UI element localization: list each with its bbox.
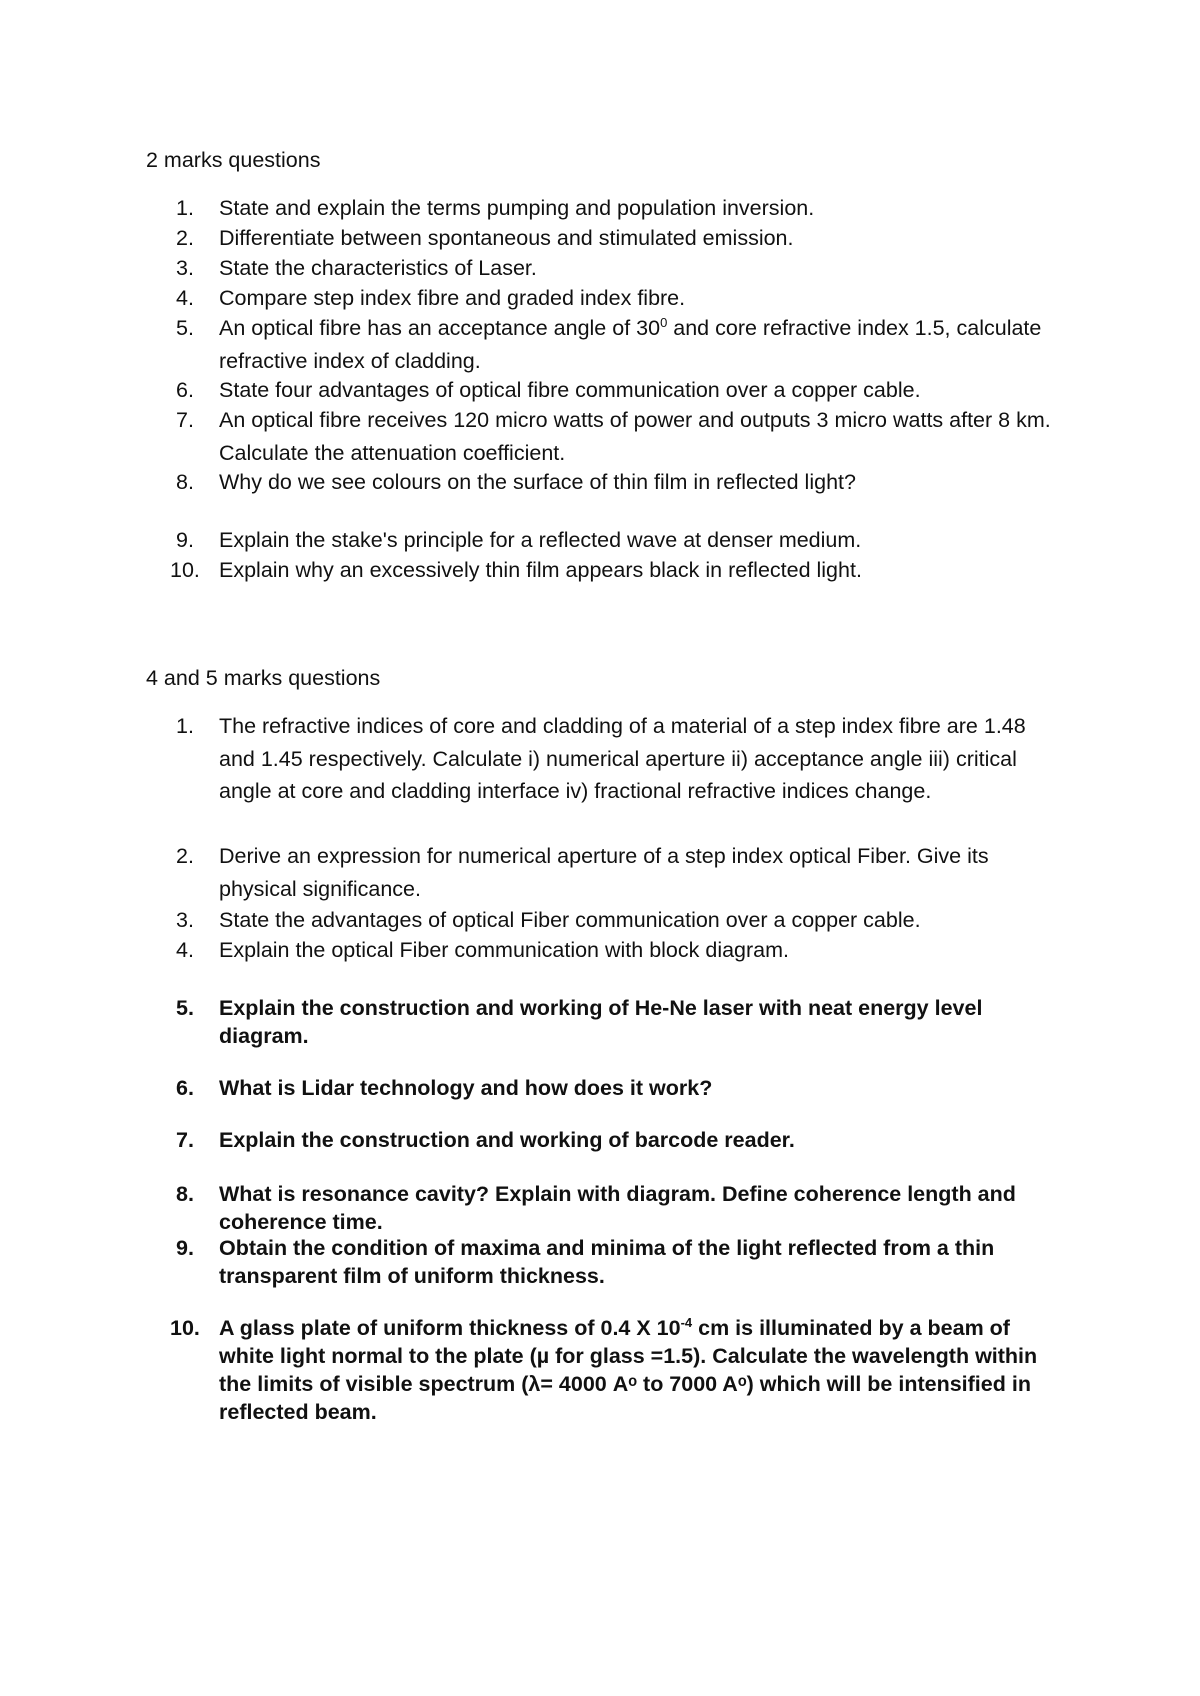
question-number: 4. bbox=[176, 286, 194, 310]
question-text-part: A glass plate of uniform thickness of 0.4 X 10 bbox=[219, 1316, 681, 1340]
question-text: An optical fibre receives 120 micro watts of power and outputs 3 micro watts after 8 km. Calculate the attenuation coefficient. bbox=[219, 408, 1051, 465]
question-text: Explain the construction and working of barcode reader. bbox=[219, 1128, 795, 1152]
question-text bbox=[219, 1314, 1056, 1426]
list-item bbox=[176, 524, 1076, 557]
question-number: 3. bbox=[176, 256, 194, 280]
question-number: 6. bbox=[176, 1076, 194, 1100]
list-item bbox=[176, 404, 1066, 469]
list-item bbox=[176, 1126, 1076, 1154]
list-item bbox=[176, 840, 1066, 905]
question-text-part: and core refractive index 1.5, calculate refractive index of cladding. bbox=[219, 316, 1042, 373]
question-text: State four advantages of optical fibre communication over a copper cable. bbox=[219, 378, 921, 402]
question-number: 1. bbox=[176, 196, 194, 220]
section-heading-4-5-marks: 4 and 5 marks questions bbox=[146, 666, 381, 690]
question-text: Explain why an excessively thin film appears black in reflected light. bbox=[219, 558, 862, 582]
question-number: 7. bbox=[176, 408, 194, 432]
list-item bbox=[176, 1074, 1076, 1102]
question-number: 6. bbox=[176, 378, 194, 402]
question-number: 5. bbox=[176, 316, 194, 340]
question-number: 1. bbox=[176, 714, 194, 738]
section-heading-2-marks: 2 marks questions bbox=[146, 148, 321, 172]
question-text: Compare step index fibre and graded index fibre. bbox=[219, 286, 686, 310]
question-number: 5. bbox=[176, 996, 194, 1020]
question-number: 7. bbox=[176, 1128, 194, 1152]
question-number: 3. bbox=[176, 908, 194, 932]
list-item bbox=[176, 1234, 1056, 1290]
list-item bbox=[170, 1314, 1056, 1426]
list-item bbox=[176, 1180, 1066, 1236]
list-item bbox=[176, 374, 1076, 407]
question-number: 4. bbox=[176, 938, 194, 962]
question-number: 2. bbox=[176, 844, 194, 868]
question-text: Differentiate between spontaneous and stimulated emission. bbox=[219, 226, 794, 250]
question-number: 8. bbox=[176, 1182, 194, 1206]
question-text-part: An optical fibre has an acceptance angle of 30 bbox=[219, 316, 661, 340]
question-number: 9. bbox=[176, 528, 194, 552]
list-item bbox=[176, 222, 1076, 255]
question-text: What is Lidar technology and how does it work? bbox=[219, 1076, 713, 1100]
question-text: Explain the construction and working of He-Ne laser with neat energy level diagram. bbox=[219, 996, 983, 1048]
question-text: What is resonance cavity? Explain with diagram. Define coherence length and coherence time. bbox=[219, 1182, 1016, 1234]
question-text: The refractive indices of core and cladding of a material of a step index fibre are 1.48 and 1.45 respectively. Calculate i) numerical aperture ii) acceptance angle iii) critical angle at core and cladding interface iv) fractional refractive indices change. bbox=[219, 714, 1026, 803]
question-number: 9. bbox=[176, 1236, 194, 1260]
list-item bbox=[176, 904, 1076, 937]
list-item bbox=[176, 466, 1076, 499]
question-number: 8. bbox=[176, 470, 194, 494]
list-item bbox=[176, 252, 1076, 285]
list-item bbox=[176, 282, 1076, 315]
list-item bbox=[176, 710, 1056, 808]
list-item bbox=[176, 934, 1076, 967]
question-text: State and explain the terms pumping and population inversion. bbox=[219, 196, 815, 220]
exponent-superscript: -4 bbox=[680, 1314, 693, 1330]
question-text: Derive an expression for numerical aperture of a step index optical Fiber. Give its physical significance. bbox=[219, 844, 989, 901]
list-item bbox=[176, 192, 1076, 225]
question-number: 10. bbox=[170, 558, 200, 582]
question-text: Obtain the condition of maxima and minima of the light reflected from a thin transparent film of uniform thickness. bbox=[219, 1236, 995, 1288]
question-text: State the characteristics of Laser. bbox=[219, 256, 537, 280]
question-text bbox=[219, 312, 1066, 377]
degree-superscript: 0 bbox=[660, 314, 668, 330]
list-item bbox=[170, 554, 1076, 587]
list-item bbox=[176, 312, 1066, 377]
question-text: State the advantages of optical Fiber communication over a copper cable. bbox=[219, 908, 921, 932]
question-text: Why do we see colours on the surface of thin film in reflected light? bbox=[219, 470, 856, 494]
question-number: 2. bbox=[176, 226, 194, 250]
question-text: Explain the optical Fiber communication with block diagram. bbox=[219, 938, 790, 962]
list-item bbox=[176, 994, 1056, 1050]
question-number: 10. bbox=[170, 1316, 200, 1340]
question-text-part: cm is illuminated by a beam of white light normal to the plate (µ for glass =1.5). Calculate the wavelength within the limits of visible spectrum (λ= 4000 Aᵒ to 7000 Aᵒ) which will be intensified in reflected beam. bbox=[219, 1316, 1038, 1424]
question-text: Explain the stake's principle for a reflected wave at denser medium. bbox=[219, 528, 862, 552]
